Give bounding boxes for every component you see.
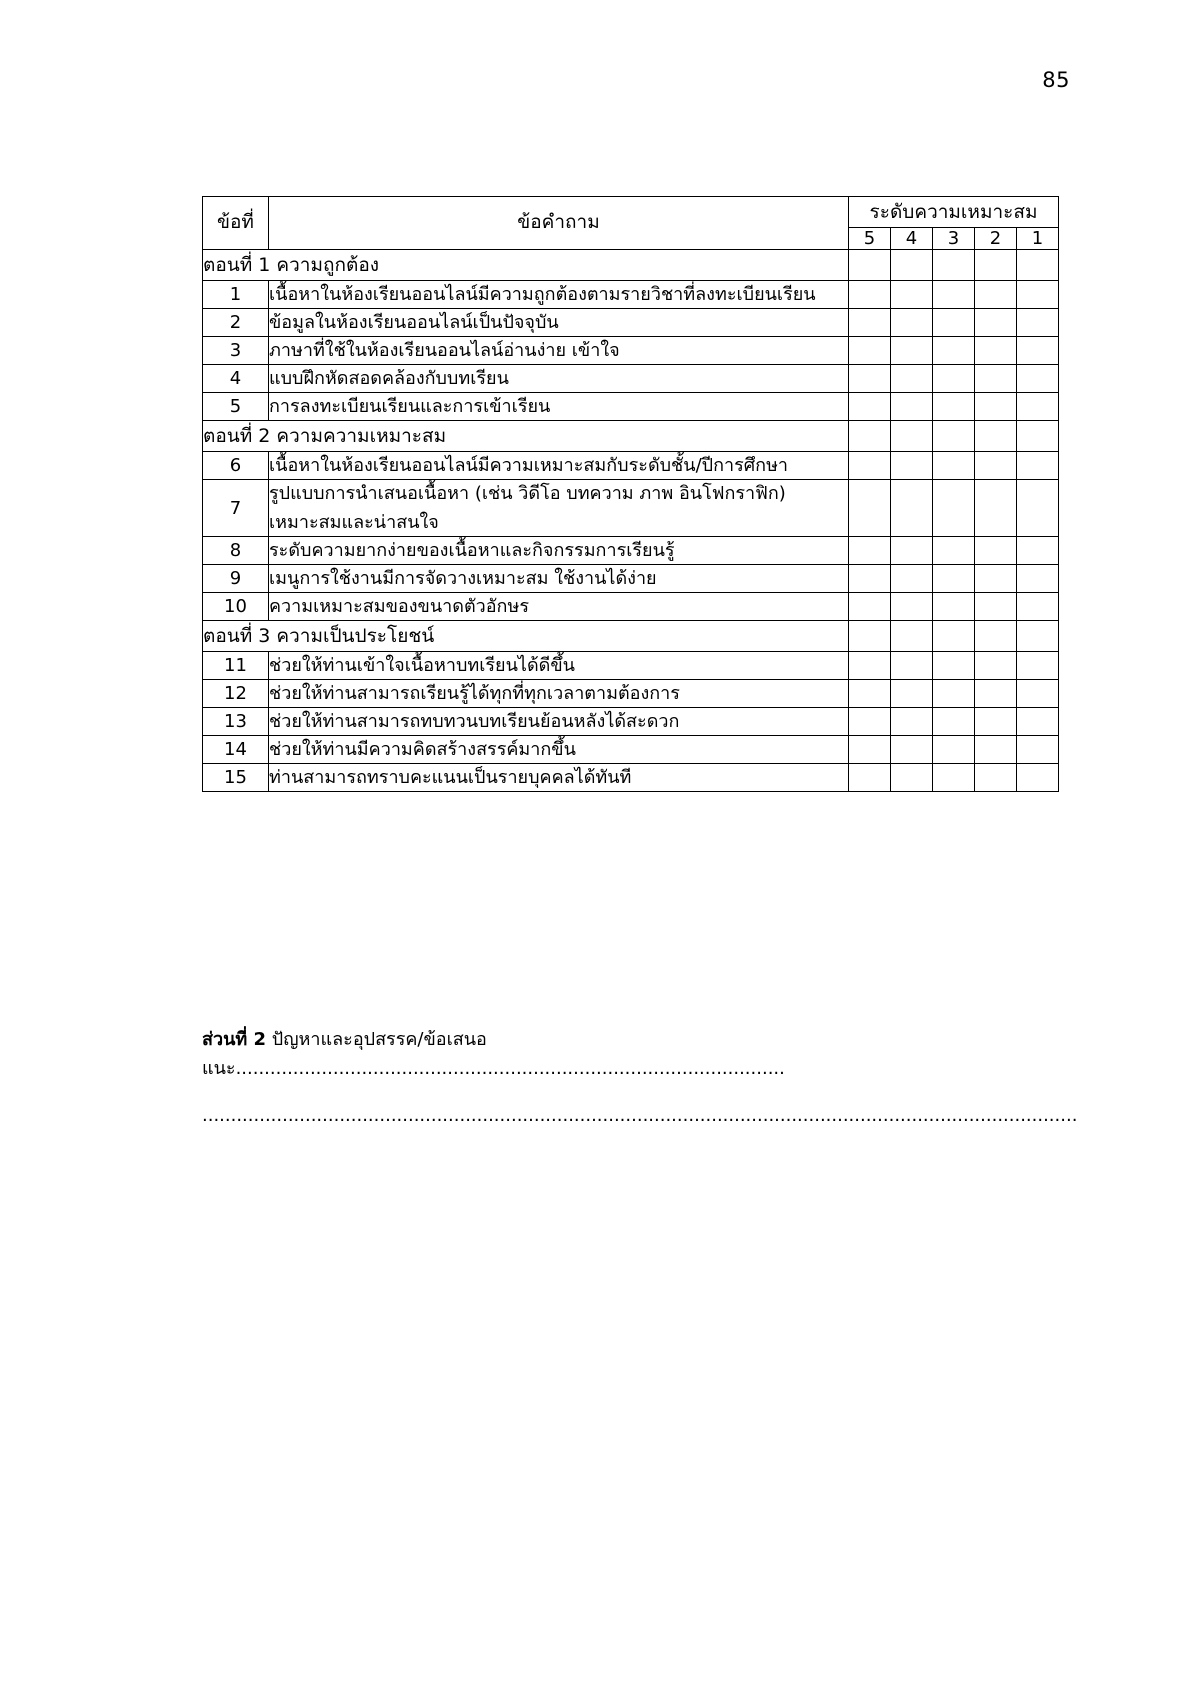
row-question: ข้อมูลในห้องเรียนออนไลน์เป็นปัจจุบัน: [269, 309, 849, 337]
header-rating-2: 2: [975, 228, 1017, 250]
rating-checkbox-4[interactable]: [891, 337, 933, 365]
rating-checkbox-1[interactable]: [1017, 480, 1059, 537]
page-number: 85: [1042, 68, 1070, 92]
table-row: [203, 652, 1059, 680]
rating-checkbox-5[interactable]: [849, 680, 891, 708]
section-label-2: ตอนที่ 2 ความความเหมาะสม: [203, 421, 849, 452]
table-row: [203, 565, 1059, 593]
rating-checkbox-4[interactable]: [891, 565, 933, 593]
row-question: ภาษาที่ใช้ในห้องเรียนออนไลน์อ่านง่าย เข้าใจ: [269, 337, 849, 365]
row-question: เมนูการใช้งานมีการจัดวางเหมาะสม ใช้งานได้ง่าย: [269, 565, 849, 593]
section-shade-cell: [975, 250, 1017, 281]
section-label-3: ตอนที่ 3 ความเป็นประโยชน์: [203, 621, 849, 652]
rating-checkbox-4[interactable]: [891, 480, 933, 537]
table-row: [203, 480, 1059, 537]
rating-checkbox-5[interactable]: [849, 736, 891, 764]
row-number: 13: [203, 708, 269, 736]
footer-note-dots-2[interactable]: .........................................................................................................................................................: [202, 1104, 1078, 1126]
row-number: 4: [203, 365, 269, 393]
row-number: 10: [203, 593, 269, 621]
rating-checkbox-5[interactable]: [849, 764, 891, 792]
rating-checkbox-3[interactable]: [933, 537, 975, 565]
row-question: ช่วยให้ท่านมีความคิดสร้างสรรค์มากขึ้น: [269, 736, 849, 764]
rating-checkbox-4[interactable]: [891, 452, 933, 480]
rating-checkbox-5[interactable]: [849, 565, 891, 593]
row-number: 2: [203, 309, 269, 337]
rating-checkbox-2[interactable]: [975, 593, 1017, 621]
rating-checkbox-2[interactable]: [975, 708, 1017, 736]
survey-table-container: [202, 196, 1058, 792]
table-row: [203, 537, 1059, 565]
row-question: ช่วยให้ท่านสามารถเรียนรู้ได้ทุกที่ทุกเวลาตามต้องการ: [269, 680, 849, 708]
rating-checkbox-5[interactable]: [849, 309, 891, 337]
rating-checkbox-5[interactable]: [849, 593, 891, 621]
header-question: ข้อคำถาม: [269, 197, 849, 250]
section-shade-cell: [1017, 421, 1059, 452]
table-row: [203, 337, 1059, 365]
rating-checkbox-4[interactable]: [891, 365, 933, 393]
footer-note-label: ส่วนที่ 2: [202, 1029, 267, 1050]
header-rating-5: 5: [849, 228, 891, 250]
row-question-line1: รูปแบบการนำเสนอเนื้อหา (เช่น วิดีโอ บทความ ภาพ อินโฟกราฟิก): [269, 483, 786, 504]
header-rating-4: 4: [891, 228, 933, 250]
rating-checkbox-5[interactable]: [849, 337, 891, 365]
rating-checkbox-3[interactable]: [933, 393, 975, 421]
row-question: ความเหมาะสมของขนาดตัวอักษร: [269, 593, 849, 621]
table-row: [203, 680, 1059, 708]
header-rating-group: ระดับความเหมาะสม: [849, 197, 1059, 228]
rating-checkbox-3[interactable]: [933, 565, 975, 593]
rating-checkbox-1[interactable]: [1017, 537, 1059, 565]
section-shade-cell: [849, 621, 891, 652]
rating-checkbox-2[interactable]: [975, 452, 1017, 480]
section-shade-cell: [933, 421, 975, 452]
rating-checkbox-3[interactable]: [933, 365, 975, 393]
header-rating-1: 1: [1017, 228, 1059, 250]
rating-checkbox-4[interactable]: [891, 708, 933, 736]
rating-checkbox-1[interactable]: [1017, 393, 1059, 421]
rating-checkbox-2[interactable]: [975, 281, 1017, 309]
rating-checkbox-3[interactable]: [933, 593, 975, 621]
rating-checkbox-1[interactable]: [1017, 281, 1059, 309]
rating-checkbox-2[interactable]: [975, 652, 1017, 680]
header-rating-3: 3: [933, 228, 975, 250]
table-row: [203, 764, 1059, 792]
rating-checkbox-3[interactable]: [933, 764, 975, 792]
row-number: 1: [203, 281, 269, 309]
row-question: การลงทะเบียนเรียนและการเข้าเรียน: [269, 393, 849, 421]
table-row: [203, 281, 1059, 309]
row-question: ท่านสามารถทราบคะแนนเป็นรายบุคคลได้ทันที: [269, 764, 849, 792]
rating-checkbox-2[interactable]: [975, 480, 1017, 537]
rating-checkbox-2[interactable]: [975, 309, 1017, 337]
table-row: [203, 309, 1059, 337]
rating-checkbox-2[interactable]: [975, 764, 1017, 792]
table-row: [203, 708, 1059, 736]
rating-checkbox-1[interactable]: [1017, 680, 1059, 708]
rating-checkbox-2[interactable]: [975, 565, 1017, 593]
rating-checkbox-5[interactable]: [849, 365, 891, 393]
rating-checkbox-3[interactable]: [933, 652, 975, 680]
table-header: [203, 197, 1059, 250]
row-number: 7: [203, 480, 269, 537]
table-row: [203, 736, 1059, 764]
section-header-row: [203, 621, 1059, 652]
section-shade-cell: [1017, 621, 1059, 652]
rating-checkbox-1[interactable]: [1017, 565, 1059, 593]
rating-checkbox-2[interactable]: [975, 365, 1017, 393]
rating-checkbox-1[interactable]: [1017, 593, 1059, 621]
section-shade-cell: [933, 621, 975, 652]
rating-checkbox-4[interactable]: [891, 764, 933, 792]
row-number: 11: [203, 652, 269, 680]
rating-checkbox-3[interactable]: [933, 480, 975, 537]
table-row: [203, 365, 1059, 393]
section-shade-cell: [1017, 250, 1059, 281]
row-number: 12: [203, 680, 269, 708]
rating-checkbox-3[interactable]: [933, 736, 975, 764]
rating-checkbox-5[interactable]: [849, 281, 891, 309]
header-no: ข้อที่: [203, 197, 269, 250]
row-number: 8: [203, 537, 269, 565]
rating-checkbox-2[interactable]: [975, 537, 1017, 565]
row-question: แบบฝึกหัดสอดคล้องกับบทเรียน: [269, 365, 849, 393]
rating-checkbox-4[interactable]: [891, 736, 933, 764]
rating-checkbox-5[interactable]: [849, 452, 891, 480]
rating-checkbox-3[interactable]: [933, 337, 975, 365]
survey-table: [202, 196, 1059, 792]
row-question: เนื้อหาในห้องเรียนออนไลน์มีความเหมาะสมกับระดับชั้น/ปีการศึกษา: [269, 452, 849, 480]
row-number: 14: [203, 736, 269, 764]
rating-checkbox-4[interactable]: [891, 309, 933, 337]
section-shade-cell: [975, 421, 1017, 452]
section-shade-cell: [891, 250, 933, 281]
section-shade-cell: [849, 250, 891, 281]
row-question: ช่วยให้ท่านสามารถทบทวนบทเรียนย้อนหลังได้สะดวก: [269, 708, 849, 736]
rating-checkbox-5[interactable]: [849, 480, 891, 537]
row-number: 15: [203, 764, 269, 792]
rating-checkbox-3[interactable]: [933, 452, 975, 480]
rating-checkbox-4[interactable]: [891, 593, 933, 621]
rating-checkbox-4[interactable]: [891, 680, 933, 708]
row-question: ช่วยให้ท่านเข้าใจเนื้อหาบทเรียนได้ดีขึ้น: [269, 652, 849, 680]
row-question: ระดับความยากง่ายของเนื้อหาและกิจกรรมการเรียนรู้: [269, 537, 849, 565]
table-row: [203, 393, 1059, 421]
rating-checkbox-1[interactable]: [1017, 309, 1059, 337]
row-question-line2: เหมาะสมและน่าสนใจ: [269, 512, 439, 533]
footer-note-dots-1[interactable]: ................................................................................................: [235, 1057, 785, 1079]
section-label-1: ตอนที่ 1 ความถูกต้อง: [203, 250, 849, 281]
section-header-row: [203, 250, 1059, 281]
section-shade-cell: [891, 621, 933, 652]
rating-checkbox-2[interactable]: [975, 393, 1017, 421]
section-header-row: [203, 421, 1059, 452]
rating-checkbox-1[interactable]: [1017, 652, 1059, 680]
rating-checkbox-1[interactable]: [1017, 452, 1059, 480]
rating-checkbox-4[interactable]: [891, 652, 933, 680]
rating-checkbox-1[interactable]: [1017, 736, 1059, 764]
row-number: 3: [203, 337, 269, 365]
section-shade-cell: [975, 621, 1017, 652]
table-row: [203, 452, 1059, 480]
table-body: [203, 250, 1059, 792]
rating-checkbox-5[interactable]: [849, 393, 891, 421]
rating-checkbox-1[interactable]: [1017, 708, 1059, 736]
table-row: [203, 593, 1059, 621]
rating-checkbox-3[interactable]: [933, 708, 975, 736]
section-shade-cell: [891, 421, 933, 452]
row-number: 9: [203, 565, 269, 593]
row-number: 6: [203, 452, 269, 480]
row-number: 5: [203, 393, 269, 421]
rating-checkbox-2[interactable]: [975, 736, 1017, 764]
rating-checkbox-1[interactable]: [1017, 365, 1059, 393]
rating-checkbox-2[interactable]: [975, 337, 1017, 365]
section-shade-cell: [933, 250, 975, 281]
row-question: เนื้อหาในห้องเรียนออนไลน์มีความถูกต้องตามรายวิชาที่ลงทะเบียนเรียน: [269, 281, 849, 309]
rating-checkbox-5[interactable]: [849, 537, 891, 565]
rating-checkbox-2[interactable]: [975, 680, 1017, 708]
rating-checkbox-4[interactable]: [891, 537, 933, 565]
rating-checkbox-5[interactable]: [849, 652, 891, 680]
rating-checkbox-3[interactable]: [933, 680, 975, 708]
rating-checkbox-4[interactable]: [891, 281, 933, 309]
rating-checkbox-1[interactable]: [1017, 764, 1059, 792]
footer-note: [202, 1026, 1078, 1130]
footer-note-text: ปัญหาและอุปสรรค/ข้อเสนอแนะ: [202, 1029, 487, 1079]
rating-checkbox-5[interactable]: [849, 708, 891, 736]
rating-checkbox-4[interactable]: [891, 393, 933, 421]
rating-checkbox-3[interactable]: [933, 281, 975, 309]
rating-checkbox-1[interactable]: [1017, 337, 1059, 365]
row-question: [269, 480, 849, 537]
rating-checkbox-3[interactable]: [933, 309, 975, 337]
section-shade-cell: [849, 421, 891, 452]
table-header-row-1: [203, 197, 1059, 228]
